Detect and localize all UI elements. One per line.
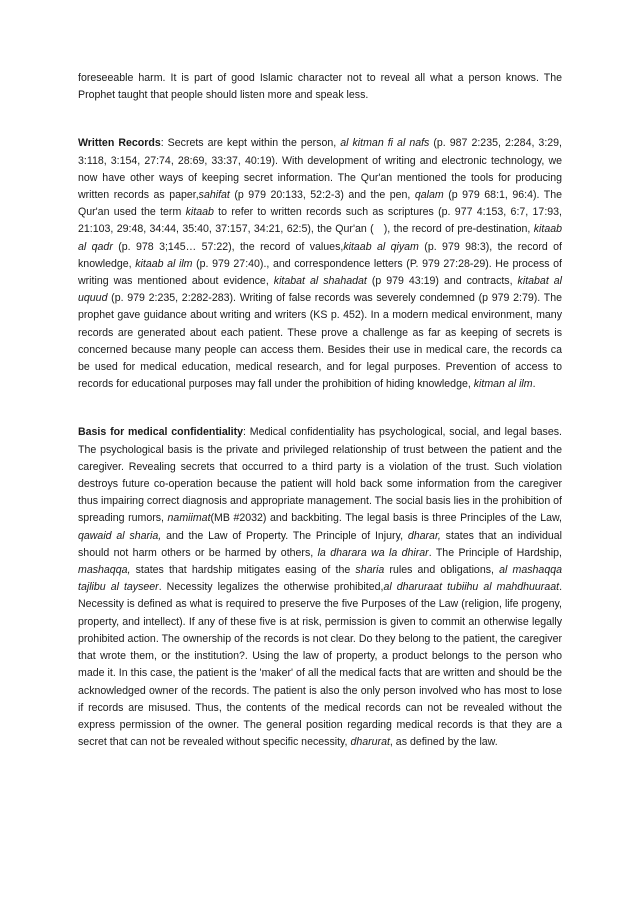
- italic-term: kitaab al qiyam: [343, 240, 419, 253]
- italic-term: al mashaqqa tajlibu al tayseer: [78, 564, 562, 594]
- paragraph-text: foreseeable harm. It is part of good Islamic character not to reveal all what a person knows. The Prophet taught that people should listen more and speak less.: [78, 72, 562, 102]
- italic-term: kitaab: [185, 206, 214, 219]
- text-run: (MB #2032) and backbiting. The legal basis is three Principles of the Law,: [210, 512, 563, 525]
- text-run: : Secrets are kept within the person,: [160, 137, 341, 150]
- document-page: [78, 70, 562, 751]
- italic-term: sharia: [355, 564, 385, 577]
- italic-term: mashaqqa,: [78, 564, 131, 577]
- section-heading-confidentiality: Basis for medical confidentiality: [78, 426, 244, 439]
- italic-term: kitabat al uquud: [78, 275, 563, 305]
- italic-term: al dharuraat tubiihu al mahdhuuraat: [383, 581, 560, 594]
- italic-term: al kitman fi al nafs: [340, 137, 430, 150]
- text-run: (p. 979 2:235, 2:282-283). Writing of false records was severely condemned (p 979 2:79). The prophet gave guidance about writing and writers (KS p. 452). In a modern medical environment, many records are generated about each patient. These prove a challenge as far as keeping of secrets is concerned because many people can access them. Besides their use in medical care, the records ca be used for medical education, medical research, and for legal purposes. Prevention of access to records for educational purposes may fall under the prohibition of hiding knowledge,: [78, 292, 562, 391]
- italic-term: kitabat al shahadat: [273, 275, 367, 288]
- text-run: (p 979 68:1, 96:4). The Qur'an used the term: [78, 189, 562, 219]
- section-heading-written-records: Written Records: [78, 137, 161, 150]
- paragraph-written-records: [78, 135, 562, 393]
- text-run: states that an individual should not harm others or be harmed by others,: [78, 529, 562, 559]
- italic-term: dharurat: [350, 736, 390, 749]
- text-run: (p. 979 27:40)., and correspondence letters (P. 979 27:28-29). He process of writing was mentioned about evidence,: [78, 257, 563, 288]
- italic-term: namiimat: [167, 512, 211, 525]
- text-run: (p 979 20:133, 52:2-3) and the pen,: [229, 189, 415, 202]
- italic-term: kitaab al qadr: [78, 223, 562, 253]
- text-run: (p. 979 98:3), the record of knowledge,: [78, 240, 562, 270]
- italic-term: qalam: [414, 189, 444, 202]
- paragraph-harm: [78, 70, 562, 104]
- italic-term: sahifat: [198, 189, 230, 202]
- text-run: .: [532, 378, 536, 391]
- text-run: . Necessity legalizes the otherwise prohibited,: [158, 581, 384, 594]
- text-run: (p. 978 3;145… 57:22), the record of values,: [112, 240, 344, 253]
- text-run: : Medical confidentiality has psychological, social, and legal bases. The psychological basis is the private and privileged relationship of trust between the patient and the caregiver. Revealing secrets that occurred to a third party is a violation of the trust. Such violation destroys future co-operation because the patient will hold back some information from the caregiver thus impairing correct diagnosis and appropriate management. The social basis lies in the prohibition of spreading rumors,: [78, 426, 562, 525]
- italic-term: qawaid al sharia,: [78, 529, 162, 542]
- italic-term: la dharara wa la dhirar: [317, 546, 429, 559]
- text-run: . Necessity is defined as what is required to preserve the five Purposes of the Law (religion, life progeny, property, and intellect). If any of these five is at risk, permission is given to commit an otherwise legally prohibited action. The ownership of the records is not clear. Do they belong to the patient, the caregiver that wrote them, or the institution?. Using the law of property, a product belongs to the person who made it. In this case, the patient is the 'maker' of all the medical facts that are written and should be the acknowledged owner of the records. The patient is also the only person involved who has most to lose if records are misused. Thus, the contents of the medical records can not be revealed without the express permission of the owner. The general position regarding medical records is that they are a secret that can not be revealed without specific necessity,: [78, 581, 563, 749]
- text-run: rules and obligations,: [384, 564, 500, 577]
- paragraph-medical-confidentiality: [78, 424, 562, 751]
- text-run: (p 979 43:19) and contracts,: [366, 275, 518, 288]
- italic-term: dharar,: [407, 529, 441, 542]
- text-run: to refer to written records such as scriptures (p. 977 4:153, 6:7, 17:93, 21:103, 29:48, 34:44, 35:40, 37:157, 34:21, 62:5), the Qur'an ( ), the record of pre-destination,: [78, 206, 562, 236]
- text-run: (p. 987 2:235, 2:284, 3:29, 3:118, 3:154, 27:74, 28:69, 33:37, 40:19). With development of writing and electronic technology, we now have other ways of keeping secret information. The Qur'an mentioned the tools for producing written records as paper,: [78, 137, 562, 202]
- text-run: . The Principle of Hardship,: [428, 546, 562, 559]
- text-run: states that hardship mitigates easing of the: [130, 564, 356, 577]
- italic-term: kitman al ilm: [473, 378, 533, 391]
- italic-term: kitaab al ilm: [135, 257, 193, 270]
- text-run: , as defined by the law.: [389, 736, 498, 749]
- text-run: and the Law of Property. The Principle of Injury,: [161, 529, 408, 542]
